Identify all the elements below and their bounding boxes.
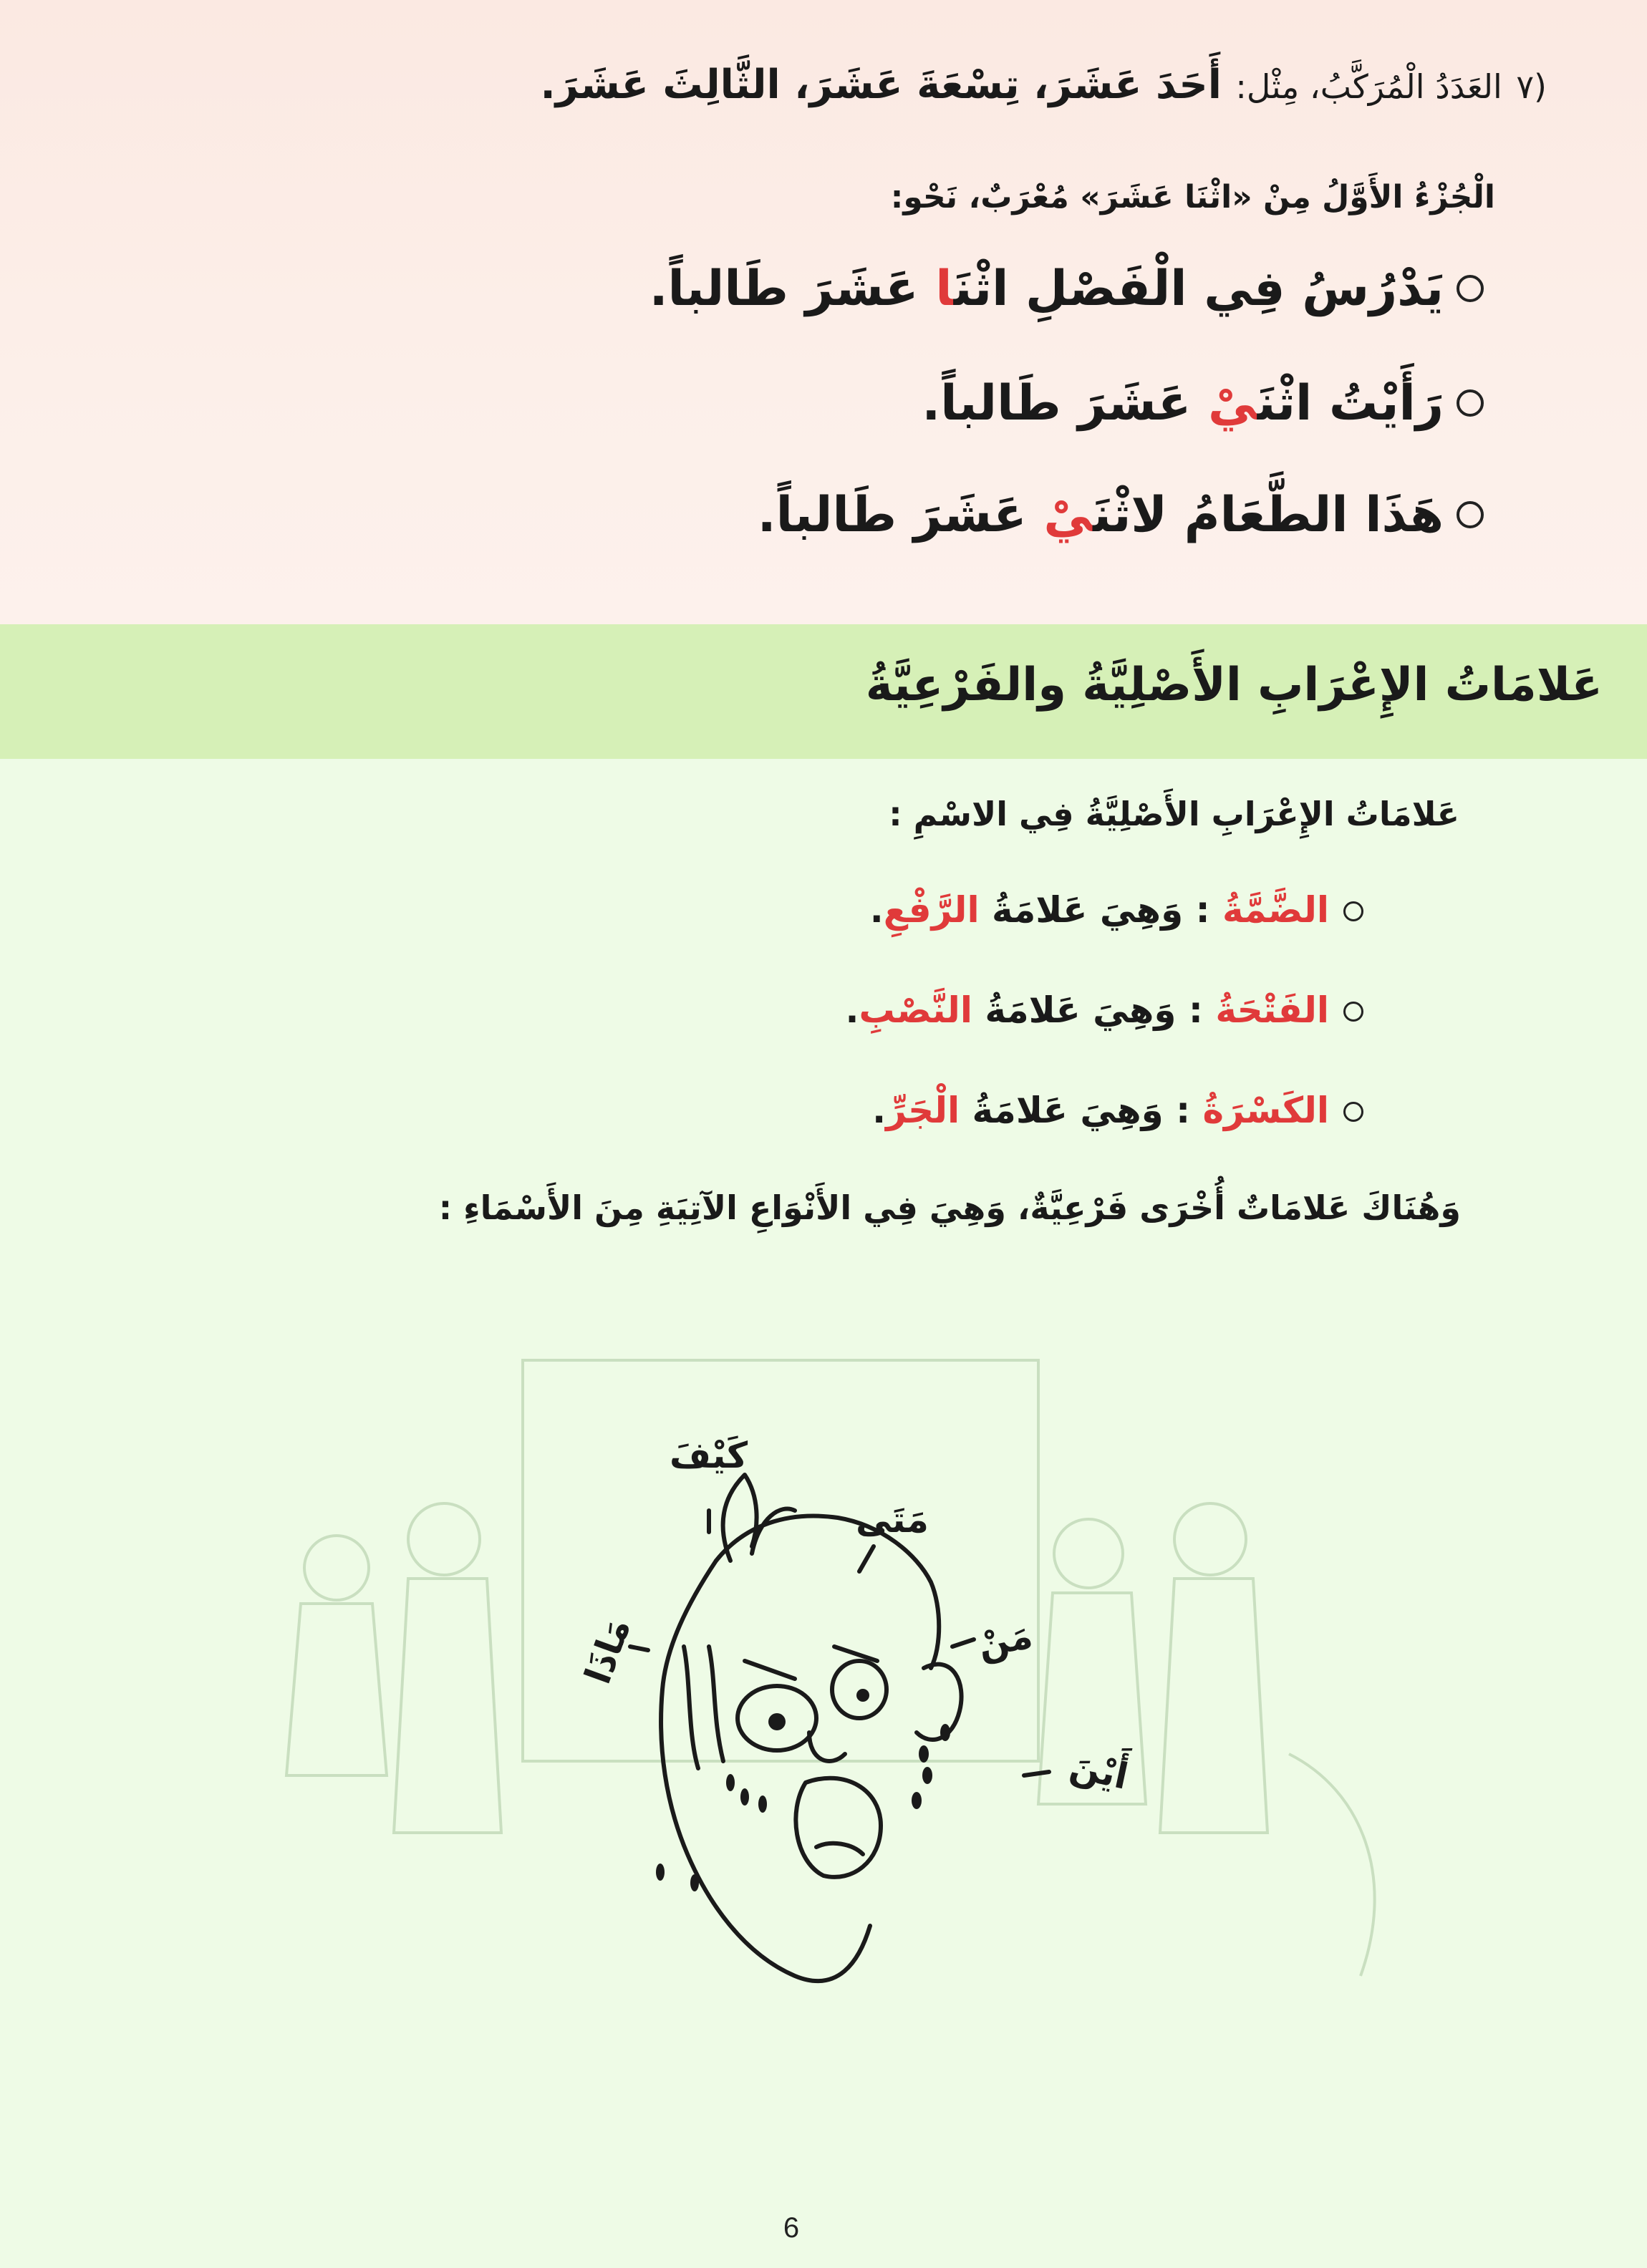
circle-bullet-icon — [1343, 901, 1363, 921]
section-title: عَلامَاتُ الإِعْرَابِ الأَصْلِيَّةُ والفَرْعِيَّةُ — [865, 659, 1603, 712]
example-sentence — [758, 487, 1484, 543]
sign-case: الرَّفْعِ — [883, 889, 980, 931]
example-highlight: يْ — [1207, 375, 1257, 432]
circle-bullet-icon — [1457, 501, 1484, 528]
sign-description: : وَهِيَ عَلامَةُ — [972, 989, 1216, 1031]
sign-case: النَّصْبِ — [859, 989, 972, 1031]
item-number: (٧ — [1516, 67, 1547, 106]
question-word-when: مَتَى — [856, 1499, 929, 1541]
sign-name: الضَّمَّةُ — [1222, 889, 1329, 931]
circle-bullet-icon — [1457, 275, 1484, 302]
example-sentence — [922, 375, 1484, 432]
example-text: هَذَا الطَّعَامُ لاثْنَ — [1093, 487, 1444, 543]
sign-description: : وَهِيَ عَلامَةُ — [979, 889, 1222, 931]
other-signs-note: وَهُنَاكَ عَلامَاتٌ أُخْرَى فَرْعِيَّةٌ، وَهِيَ فِي الأَنْوَاعِ الآتِيَةِ مِنَ الأَسْمَاءِ : — [438, 1188, 1461, 1227]
original-signs-title: عَلامَاتُ الإِعْرَابِ الأَصْلِيَّةُ فِي الاسْمِ : — [889, 795, 1459, 833]
compound-number-examples: أَحَدَ عَشَرَ، تِسْعَةَ عَشَرَ، الثَّالِثَ عَشَرَ. — [540, 62, 1222, 108]
circle-bullet-icon — [1343, 1102, 1363, 1122]
example-highlight: يْ — [1043, 487, 1093, 543]
circle-bullet-icon — [1457, 389, 1484, 417]
sign-item — [870, 889, 1363, 931]
sign-case: الْجَرِّ — [886, 1090, 960, 1131]
example-text: عَشَرَ طَالباً. — [922, 375, 1208, 432]
question-word-how: كَيْفَ — [670, 1435, 748, 1476]
sign-name: الكَسْرَةُ — [1202, 1090, 1329, 1131]
sign-name: الفَتْحَةُ — [1215, 989, 1329, 1031]
circle-bullet-icon — [1343, 1002, 1363, 1022]
example-text: عَشَرَ طَالباً. — [757, 487, 1044, 543]
compound-number-intro: العَدَدُ الْمُرَكَّبُ، مِثْل: — [1235, 67, 1502, 106]
sign-end: . — [872, 1090, 887, 1131]
first-part-note: الْجُزْءُ الأَوَّلُ مِنْ «اثْنَا عَشَرَ» مُعْرَبٌ، نَحْو: — [890, 179, 1495, 215]
question-word-who: مَنْ — [974, 1614, 1036, 1667]
compound-number-line — [540, 62, 1547, 108]
example-text: رَأَيْتُ اثْنَ — [1257, 375, 1444, 432]
question-word-where: أَيْنَ — [1066, 1745, 1132, 1798]
page-number: 6 — [783, 2212, 800, 2244]
example-sentence — [649, 261, 1484, 317]
example-text: يَدْرُسُ فِي الْفَصْلِ اثْنَ — [953, 261, 1444, 317]
question-word-what: مَاذَا — [576, 1612, 639, 1690]
sign-description: : وَهِيَ عَلامَةُ — [960, 1090, 1203, 1131]
sign-end: . — [845, 989, 859, 1031]
sign-item — [845, 989, 1363, 1031]
sign-end: . — [869, 889, 884, 931]
bottom-section-background — [0, 759, 1647, 2268]
example-text: عَشَرَ طَالباً. — [649, 261, 936, 317]
example-highlight: ا — [935, 261, 954, 317]
sign-item — [872, 1090, 1363, 1131]
